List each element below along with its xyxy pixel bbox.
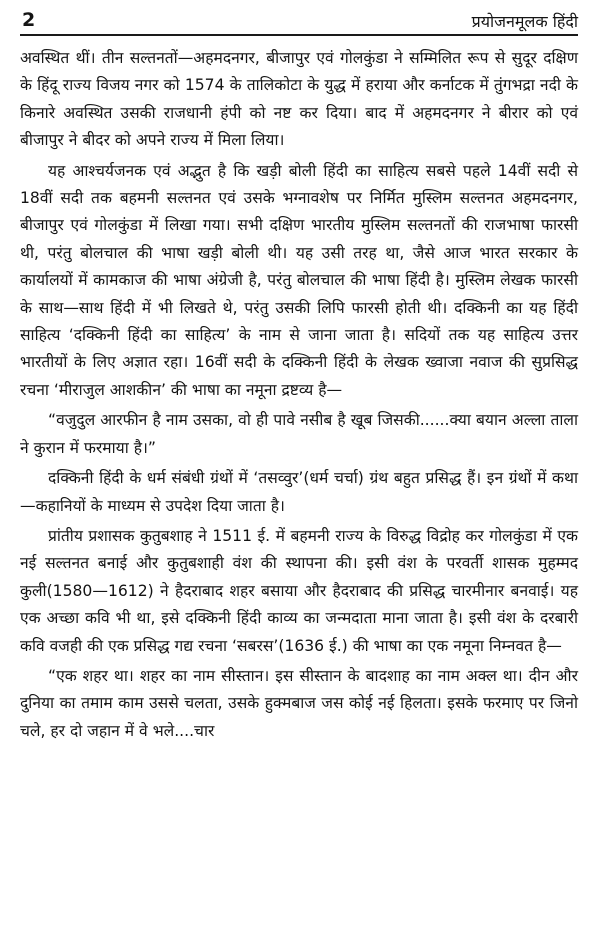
quotation-meerajul-ashkeen: “वजुदुल आरफीन है नाम उसका, वो ही पावे नसीब है खूब जिसकी......क्या बयान अल्ला ताला ने कुरान में फरमाया है।” [20, 411, 578, 457]
running-title: प्रयोजनमूलक हिंदी [471, 12, 578, 31]
paragraph-khadi-boli: यह आश्चर्यजनक एवं अद्भुत है कि खड़ी बोली हिंदी का साहित्य सबसे पहले 14वीं सदी से 18वीं सदी तक बहमनी सल्तनत एवं उसके भग्नावशेष पर निर्मित मुस्लिम सल्तनत अहमदनगर, बीजापुर एवं गोलकुंडा में लिखा गया। सभी दक्षिण भारतीय मुस्लिम सल्तनतों की राजभाषा फारसी थी, परंतु बोलचाल की भाषा खड़ी बोली थी। यह उसी तरह था, जैसे आज भारत सरकार के कार्यालयों में कामकाज की भाषा अंग्रेजी है, परंतु बोलचाल की भाषा हिंदी है। मुस्लिम लेखक फारसी के साथ—साथ हिंदी में भी लिखते थे, परंतु उसकी लिपि फारसी होती थी। दक्किनी का यह हिंदी साहित्य ‘दक्किनी हिंदी का साहित्य’ के नाम से जाना जाता है। सदियों तक यह साहित्य उत्तर भारतीयों के लिए अज्ञात रहा। 16वीं सदी के दक्किनी हिंदी के लेखक ख्वाजा नवाज की सुप्रसिद्ध रचना ‘मीराजुल आशकीन’ की भाषा का नमूना द्रष्टव्य है— [20, 161, 578, 399]
body-text [20, 36, 578, 745]
paragraph-qutubshah: प्रांतीय प्रशासक कुतुबशाह ने 1511 ई. में बहमनी राज्य के विरुद्ध विद्रोह कर गोलकुंडा में एक नई सल्तनत बनाई और कुतुबशाही वंश की स्थापना की। इसी वंश के परवर्ती शासक मुहम्मद कुली(1580—1612) ने हैदराबाद शहर बसाया और हैदराबाद की प्रसिद्ध चारमीनार बनवाई। यह एक अच्छा कवि भी था, इसे दक्किनी हिंदी काव्य का जन्मदाता माना जाता है। इसी वंश के दरबारी कवि वजही की एक प्रसिद्ध गद्य रचना ‘सबरस’(1636 ई.) की भाषा का एक नमूना निम्नवत है— [20, 526, 578, 655]
paragraph-dharm-granth: दक्किनी हिंदी के धर्म संबंधी ग्रंथों में ‘तसव्वुर’(धर्म चर्चा) ग्रंथ बहुत प्रसिद्ध हैं। इन ग्रंथों में कथा—कहानियों के माध्यम से उपदेश दिया जाता है। [20, 469, 578, 515]
page-header [20, 0, 578, 36]
page-number: 2 [22, 9, 36, 31]
paragraph-continuation: अवस्थित थीं। तीन सल्तनतों—अहमदनगर, बीजापुर एवं गोलकुंडा ने सम्मिलित रूप से सुदूर दक्षिण के हिंदू राज्य विजय नगर को 1574 के तालिकोटा के युद्ध में हराया और कर्नाटक में तुंगभद्रा नदी के किनारे अवस्थित उसकी राजधानी हंपी को नष्ट कर दिया। बाद में अहमदनगर ने बीरार को एवं बीजापुर ने बीदर को अपने राज्य में मिला लिया। [20, 49, 578, 150]
quotation-sabras: “एक शहर था। शहर का नाम सीस्तान। इस सीस्तान के बादशाह का नाम अक्ल था। दीन और दुनिया का तमाम काम उससे चलता, उसके हुक्मबाज जस कोई नई हिलता। इसके फरमाए पर जिनो चले, हर दो जहान में वे भले....चार [20, 666, 578, 740]
